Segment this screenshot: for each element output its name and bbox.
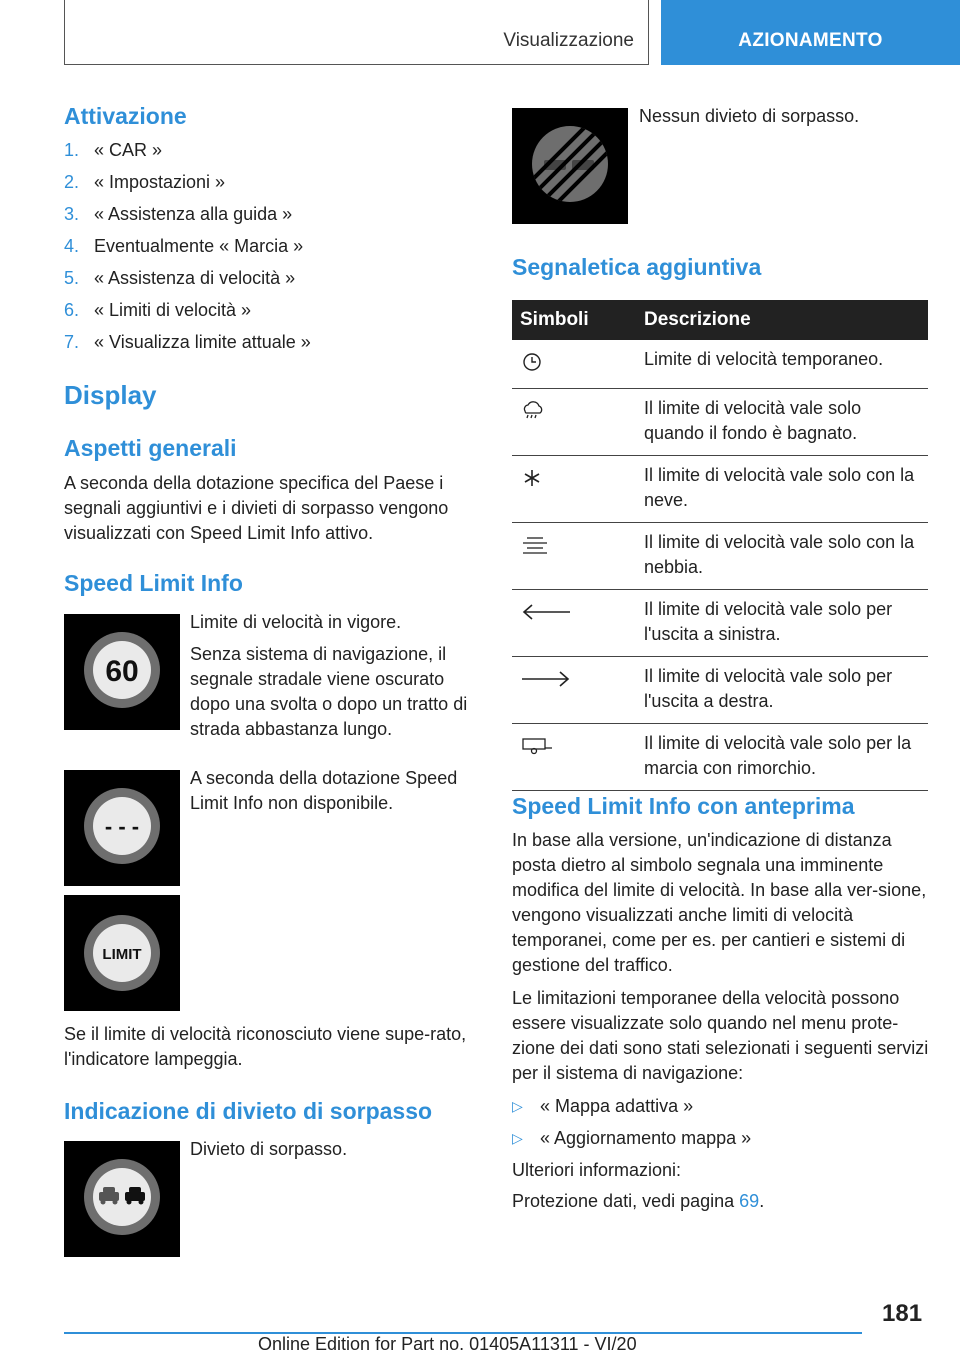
list-item: ▷ « Mappa adattiva » xyxy=(512,1094,693,1119)
activation-steps xyxy=(64,138,311,362)
table-row: Il limite di velocità vale solo per l'uscita a sinistra. xyxy=(512,590,928,657)
triangle-bullet-icon: ▷ xyxy=(512,1098,523,1114)
snowflake-icon xyxy=(520,468,544,488)
list-item: 5. « Assistenza di velocità » xyxy=(64,268,296,288)
general-title: Aspetti generali xyxy=(64,435,237,461)
table-row: Limite di velocità temporaneo. xyxy=(512,340,928,389)
triangle-bullet-icon: ▷ xyxy=(512,1130,523,1146)
exceeded-text: Se il limite di velocità riconosciuto viene supe-rato, l'indicatore lampeggia. xyxy=(64,1024,467,1069)
preview-para1: In base alla versione, un'indicazione di distanza posta dietro al simbolo segnala una imminente modifica del limite di velocità. In base alla ver-sione, vengono visualizzati anche limiti di velocità temporanei, come per es. per cantieri e sistemi di gestione del traffico. xyxy=(512,830,927,975)
rain-cloud-icon xyxy=(520,401,546,421)
privacy-reference: Protezione dati, vedi pagina 69. xyxy=(512,1191,765,1211)
preview-title: Speed Limit Info con anteprima xyxy=(512,793,855,819)
sli-text2: Senza sistema di navigazione, il segnale stradale viene oscurato dopo una svolta o dopo un tratto di strada abbastanza lungo. xyxy=(190,644,468,739)
table-row: Il limite di velocità vale solo per l'uscita a destra. xyxy=(512,657,928,724)
activation-title: Attivazione xyxy=(64,103,187,129)
sign-dash-label: - - - xyxy=(104,814,140,839)
page-number: 181 xyxy=(882,1300,923,1327)
table-row: Il limite di velocità vale solo con la nebbia. xyxy=(512,523,928,590)
trailer-icon xyxy=(520,736,554,756)
more-info-text: Ulteriori informazioni: xyxy=(512,1160,682,1180)
fog-icon xyxy=(520,535,550,557)
list-item: 2. « Impostazioni » xyxy=(64,172,226,192)
footer-edition: Online Edition for Part no. 01405A11311 - VI/20 xyxy=(258,1334,637,1354)
display-title: Display xyxy=(64,380,157,410)
end-no-overtaking-text: Nessun divieto di sorpasso. xyxy=(639,106,860,126)
list-item: 1. « CAR » xyxy=(64,140,163,160)
col-symbol-header: Simboli xyxy=(512,300,636,340)
general-text: A seconda della dotazione specifica del Paese i segnali aggiuntivi e i divieti di sorpasso vengono visualizzati con Speed Limit Info attivo. xyxy=(64,473,449,543)
no-overtaking-title: Indicazione di divieto di sorpasso xyxy=(64,1098,433,1124)
table-row: Il limite di velocità vale solo quando il fondo è bagnato. xyxy=(512,389,928,456)
speed-limit-generic-sign xyxy=(64,895,180,1011)
additional-signs-table xyxy=(512,300,928,791)
no-overtaking-text: Divieto di sorpasso. xyxy=(190,1139,348,1159)
list-item: 7. « Visualizza limite attuale » xyxy=(64,332,311,352)
header-chapter-tab[interactable] xyxy=(661,0,960,65)
speed-limit-unavailable-sign xyxy=(64,770,180,886)
arrow-left-icon xyxy=(520,602,572,622)
speed-limit-info-title: Speed Limit Info xyxy=(64,570,243,596)
arrow-right-icon xyxy=(520,669,572,689)
sli-text3: A seconda della dotazione Speed Limit Info non disponibile. xyxy=(190,768,458,813)
end-no-overtaking-sign xyxy=(512,108,628,224)
clock-icon xyxy=(520,352,544,372)
col-desc-header: Descrizione xyxy=(636,300,928,340)
preview-para2: Le limitazioni temporanee della velocità possono essere visualizzate solo quando nel menu prote-zione dei dati sono stati selezionati i seguenti servizi per il sistema di navigazione: xyxy=(512,988,929,1083)
privacy-page-link[interactable]: 69 xyxy=(739,1191,760,1211)
header-section-label: Visualizzazione xyxy=(503,30,634,51)
list-item: 3. « Assistenza alla guida » xyxy=(64,204,293,224)
header-chapter-label: AZIONAMENTO xyxy=(738,30,883,51)
table-row: Il limite di velocità vale solo per la marcia con rimorchio. xyxy=(512,724,928,791)
speed-limit-60-sign xyxy=(64,614,180,730)
no-overtaking-sign xyxy=(64,1141,180,1257)
sign-limit-label: LIMIT xyxy=(102,946,142,963)
table-row: Il limite di velocità vale solo con la neve. xyxy=(512,456,928,523)
additional-signs-title: Segnaletica aggiuntiva xyxy=(512,254,762,280)
list-item: 4. Eventualmente « Marcia » xyxy=(64,236,304,256)
sli-text1: Limite di velocità in vigore. xyxy=(190,612,402,632)
sign-60-label: 60 xyxy=(105,655,139,688)
header-section-tab xyxy=(64,0,649,65)
list-item: ▷ « Aggiornamento mappa » xyxy=(512,1126,751,1151)
list-item: 6. « Limiti di velocità » xyxy=(64,300,252,320)
